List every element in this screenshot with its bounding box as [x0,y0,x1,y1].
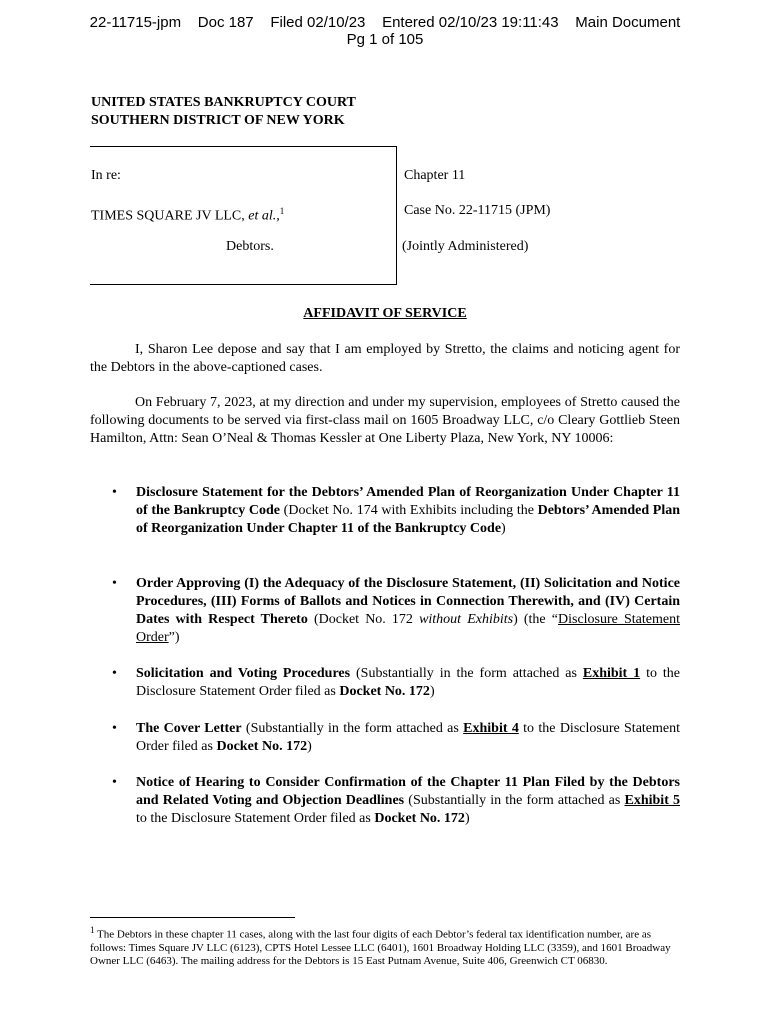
list-item-text [136,484,680,538]
footnote [90,924,680,968]
exhibit-ref: Exhibit 5 [624,793,681,808]
doc-detail-italic: without Exhibits [419,612,514,627]
bullet-dot: • [112,721,117,736]
defined-term: Disclosure Statement Order [136,612,680,645]
exhibit-ref: Exhibit 4 [463,721,519,736]
list-item [112,665,680,701]
doc-detail: (Substantially in the form attached as [241,721,464,736]
footnote-mark: 1 [90,925,95,935]
caption-case-no: Case No. 22-11715 (JPM) [404,203,551,218]
bullet-dot: • [112,666,117,681]
list-item [112,720,680,756]
bullet-dot: • [112,576,117,591]
doc-detail-2: to the Disclosure Statement Order filed as [136,666,680,699]
court-line-1: UNITED STATES BANKRUPTCY COURT [91,95,356,110]
bullet-dot: • [112,775,117,790]
footnote-text: The Debtors in these chapter 11 cases, along with the last four digits of each Debtor’s federal tax identification number, are as follows: Times Square JV LLC (6123), CPTS Hotel Lessee LLC (6401), 1601 Broadway Holding LLC (3359), and 1601 Broadway Owner LLC (6463). The mailing address for the Debtors is 15 East Putnam Avenue, Suite 406, Greenwich CT 06830. [90,928,671,967]
case-number: 22-11715-jpm [89,14,182,31]
list-item-text [136,774,680,828]
entered-date: Entered 02/10/23 19:11:43 [382,14,559,31]
doc-detail-2: ) [501,521,506,536]
filing-stamp-line1 [0,14,770,31]
page-number: Pg 1 of 105 [346,31,424,48]
doc-detail-3: ) [307,739,312,754]
caption-jointly-administered: (Jointly Administered) [402,239,529,254]
docket-ref: Docket No. 172 [339,684,430,699]
caption-debtor [91,202,284,226]
doc-title: Order Approving (I) the Adequacy of the Disclosure Statement, (II) Solicitation and Notice Procedures, (III) Forms of Ballots and Notices in Connection Therewith, and (IV) Certain Dates with Respect Thereto [136,576,680,627]
doc-detail-2: ) (the “ [513,612,558,627]
list-item [112,575,680,647]
docket-ref: Docket No. 172 [216,739,308,754]
caption-chapter: Chapter 11 [404,168,466,183]
paragraph-1: I, Sharon Lee depose and say that I am employed by Stretto, the claims and noticing agent for the Debtors in the above-captioned cases. [90,342,680,375]
caption-top-rule [90,146,397,147]
caption-debtors-label: Debtors. [226,239,274,254]
filing-stamp [0,14,770,48]
doc-detail: (Substantially in the form attached as [350,666,583,681]
doc-detail: (Docket No. 172 [307,612,420,627]
doc-detail-3: ) [429,684,435,699]
doc-title: The Cover Letter [136,721,242,736]
caption-bottom-rule [90,284,397,285]
footnote-ref: 1 [279,206,285,216]
doc-detail: (Substantially in the form attached as [404,793,625,808]
main-document-label: Main Document [575,14,681,31]
filed-date: Filed 02/10/23 [270,14,366,31]
footnote-rule [90,917,295,918]
doc-detail-3: ”) [168,630,180,645]
caption-divider [396,146,397,285]
list-item [112,774,680,828]
court-line-2: SOUTHERN DISTRICT OF NEW YORK [91,113,345,128]
doc-detail-2: to the Disclosure Statement Order filed as [136,721,681,754]
debtor-name: TIMES SQUARE JV LLC, [91,208,245,224]
doc-number: Doc 187 [197,14,254,31]
exhibit-ref: Exhibit 1 [582,666,641,681]
doc-detail-3: ) [464,811,470,826]
court-name [91,94,356,130]
paragraph-2: On February 7, 2023, at my direction and under my supervision, employees of Stretto caused the following documents to be served via first-class mail on 1605 Broadway LLC, c/o Cleary Gottlieb Steen Hamilton, Attn: Sean O’Neal & Thomas Kessler at One Liberty Plaza, New York, NY 10006: [90,395,680,446]
docket-ref: Docket No. 172 [374,811,465,826]
et-al: et al., [248,208,280,224]
doc-title: Disclosure Statement for the Debtors’ Amended Plan of Reorganization Under Chapter 11 of the Bankruptcy Code [136,485,680,518]
bullet-dot: • [112,485,117,500]
doc-detail: (Docket No. 174 with Exhibits including the [280,503,538,518]
doc-title: Solicitation and Voting Procedures [136,666,351,681]
list-item-text [136,665,680,701]
caption-in-re: In re: [91,168,121,183]
doc-title: Notice of Hearing to Consider Confirmation of the Chapter 11 Plan Filed by the Debtors and Related Voting and Objection Deadlines [136,775,680,808]
list-item-text [136,575,680,647]
list-item [112,484,680,538]
doc-title-2: Debtors’ Amended Plan of Reorganization Under Chapter 11 of the Bankruptcy Code [136,503,680,536]
doc-detail-2: to the Disclosure Statement Order filed as [136,811,375,826]
list-item-text [136,720,680,756]
document-title: AFFIDAVIT OF SERVICE [303,306,467,321]
